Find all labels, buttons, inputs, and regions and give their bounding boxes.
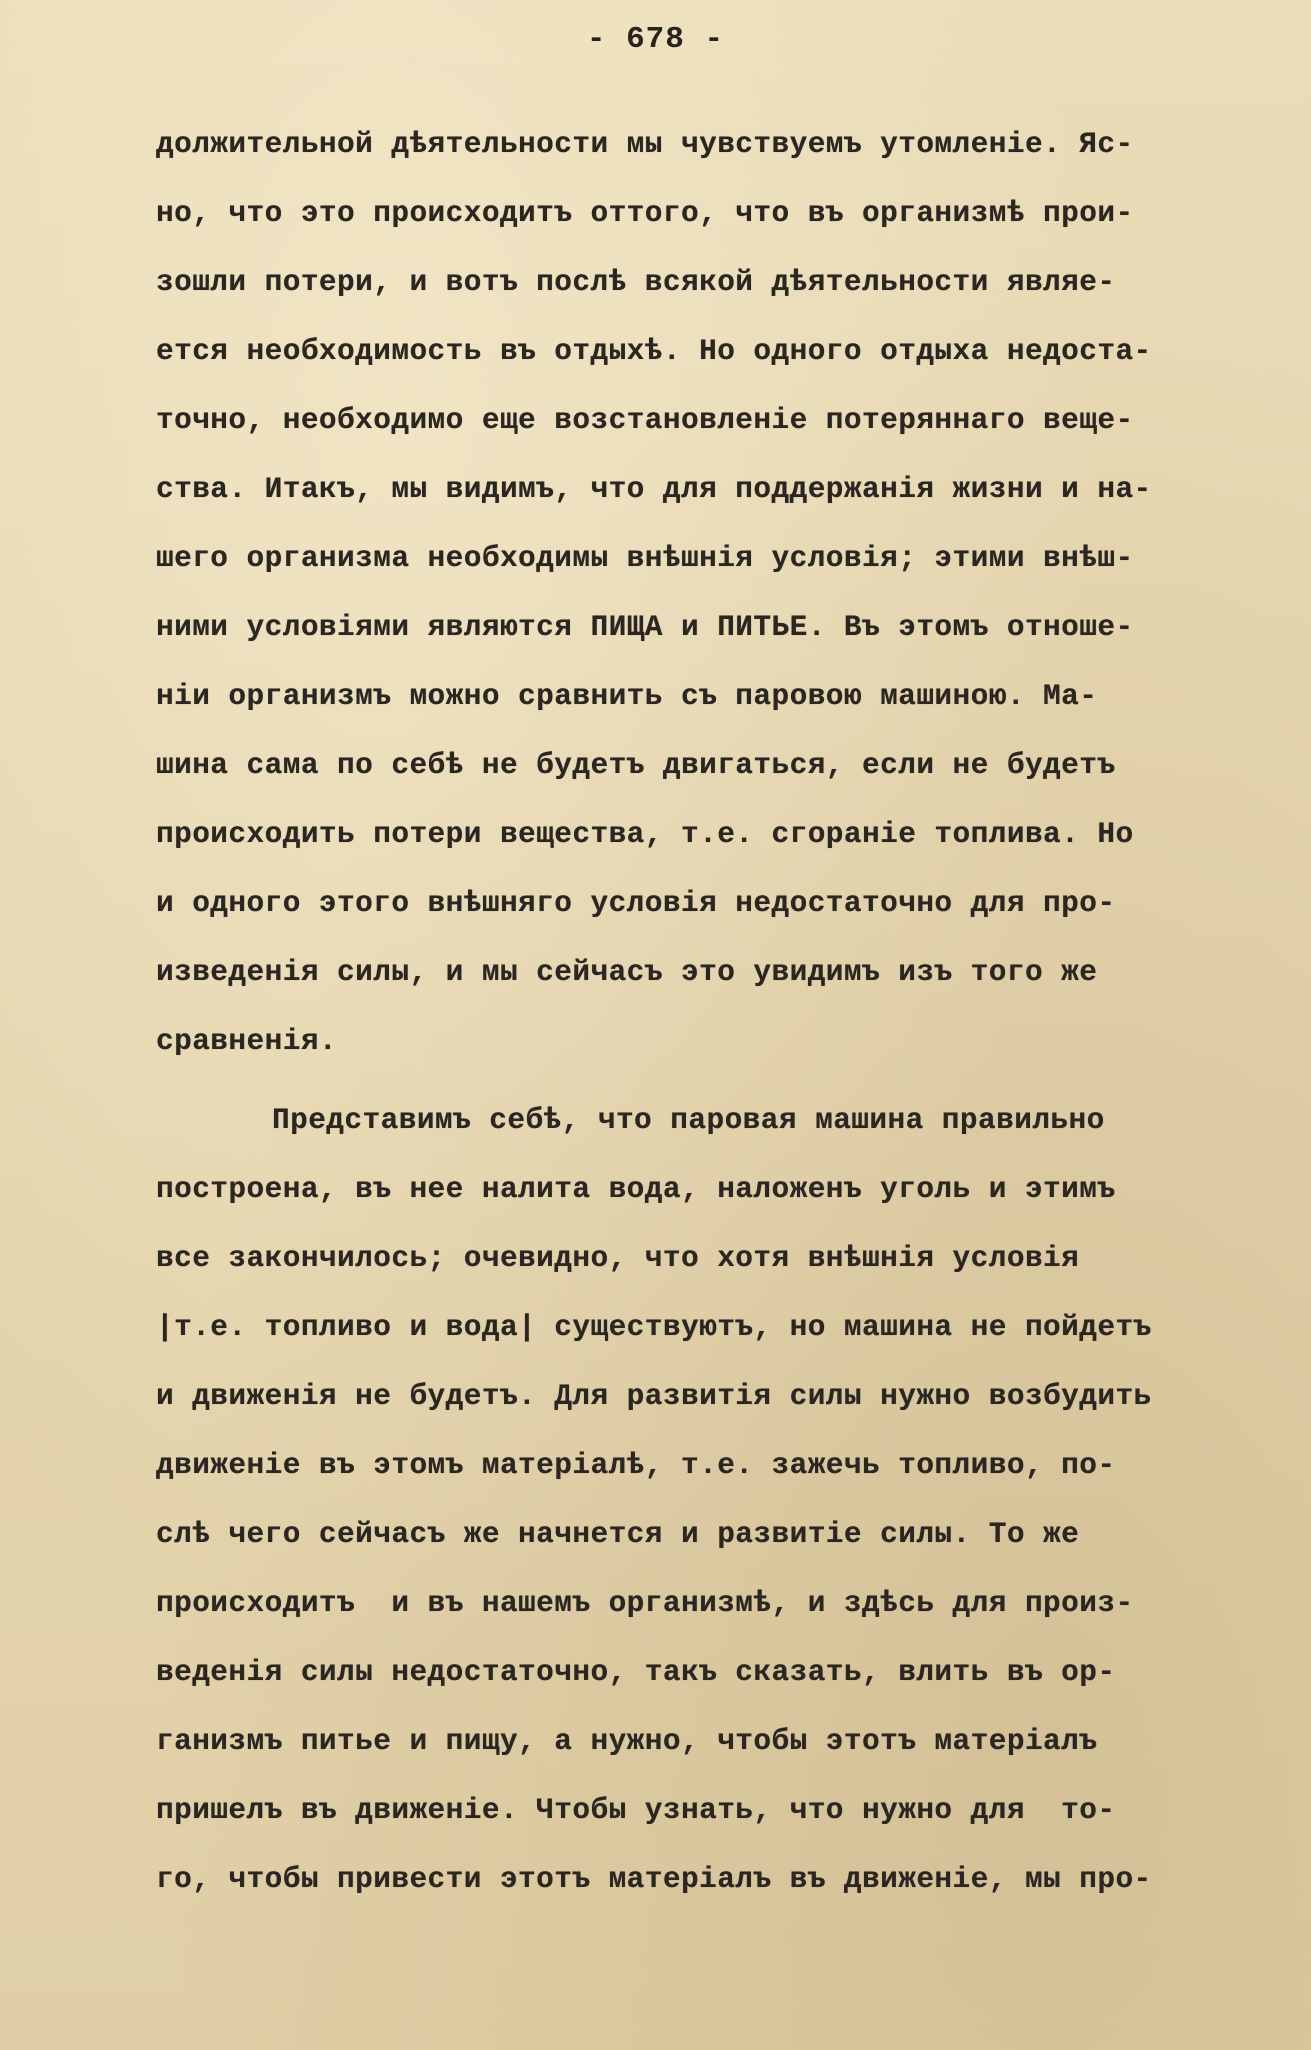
text-line: движеніе въ этомъ матеріалѣ, т.е. зажечь топливо, по-	[156, 1448, 1116, 1482]
text-line: все закончилось; очевидно, что хотя внѣшнія условія	[156, 1241, 1080, 1275]
text-line: и одного этого внѣшняго условія недостаточно для про-	[156, 886, 1116, 920]
text-line: веденія силы недостаточно, такъ сказать, влить въ ор-	[156, 1655, 1116, 1689]
text-line: ганизмъ питье и пищу, а нужно, чтобы этотъ матеріалъ	[156, 1724, 1098, 1758]
text-line: происходить потери вещества, т.е. сгораніе топлива. Но	[156, 817, 1134, 851]
text-line: шего организма необходимы внѣшнія условія; этими внѣш-	[156, 541, 1134, 575]
text-line: точно, необходимо еще возстановленіе потеряннаго веще-	[156, 403, 1134, 437]
text-line: шина сама по себѣ не будетъ двигаться, если не будетъ	[156, 748, 1116, 782]
text-line: сравненія.	[156, 1024, 338, 1058]
text-line: пришелъ въ движеніе. Чтобы узнать, что нужно для то-	[156, 1793, 1116, 1827]
text-line: |т.е. топливо и вода| существуютъ, но машина не пойдетъ	[156, 1310, 1152, 1344]
text-line: слѣ чего сейчасъ же начнется и развитіе силы. То же	[156, 1517, 1080, 1551]
text-line: ства. Итакъ, мы видимъ, что для поддержанія жизни и на-	[156, 472, 1152, 506]
text-line: го, чтобы привести этотъ матеріалъ въ движеніе, мы про-	[156, 1862, 1152, 1896]
text-line: ними условіями являются ПИЩА и ПИТЬЕ. Въ этомъ отноше-	[156, 610, 1134, 644]
text-line: но, что это происходитъ оттого, что въ организмѣ прои-	[156, 196, 1134, 230]
paragraph-first-line: Представимъ себѣ, что паровая машина правильно	[272, 1103, 1105, 1137]
page-number: - 678 -	[586, 22, 725, 57]
text-line: ніи организмъ можно сравнить съ паровою машиною. Ма-	[156, 679, 1098, 713]
text-line: зошли потери, и вотъ послѣ всякой дѣятельности являе-	[156, 265, 1116, 299]
text-line: и движенія не будетъ. Для развитія силы нужно возбудить	[156, 1379, 1152, 1413]
text-line: ется необходимость въ отдыхѣ. Но одного отдыха недоста-	[156, 334, 1152, 368]
text-line: происходитъ и въ нашемъ организмѣ, и здѣсь для произ-	[156, 1586, 1134, 1620]
text-line: должительной дѣятельности мы чувствуемъ утомленіе. Яс-	[156, 127, 1134, 161]
text-line: построена, въ нее налита вода, наложенъ уголь и этимъ	[156, 1172, 1116, 1206]
text-line: изведенія силы, и мы сейчасъ это увидимъ изъ того же	[156, 955, 1098, 989]
